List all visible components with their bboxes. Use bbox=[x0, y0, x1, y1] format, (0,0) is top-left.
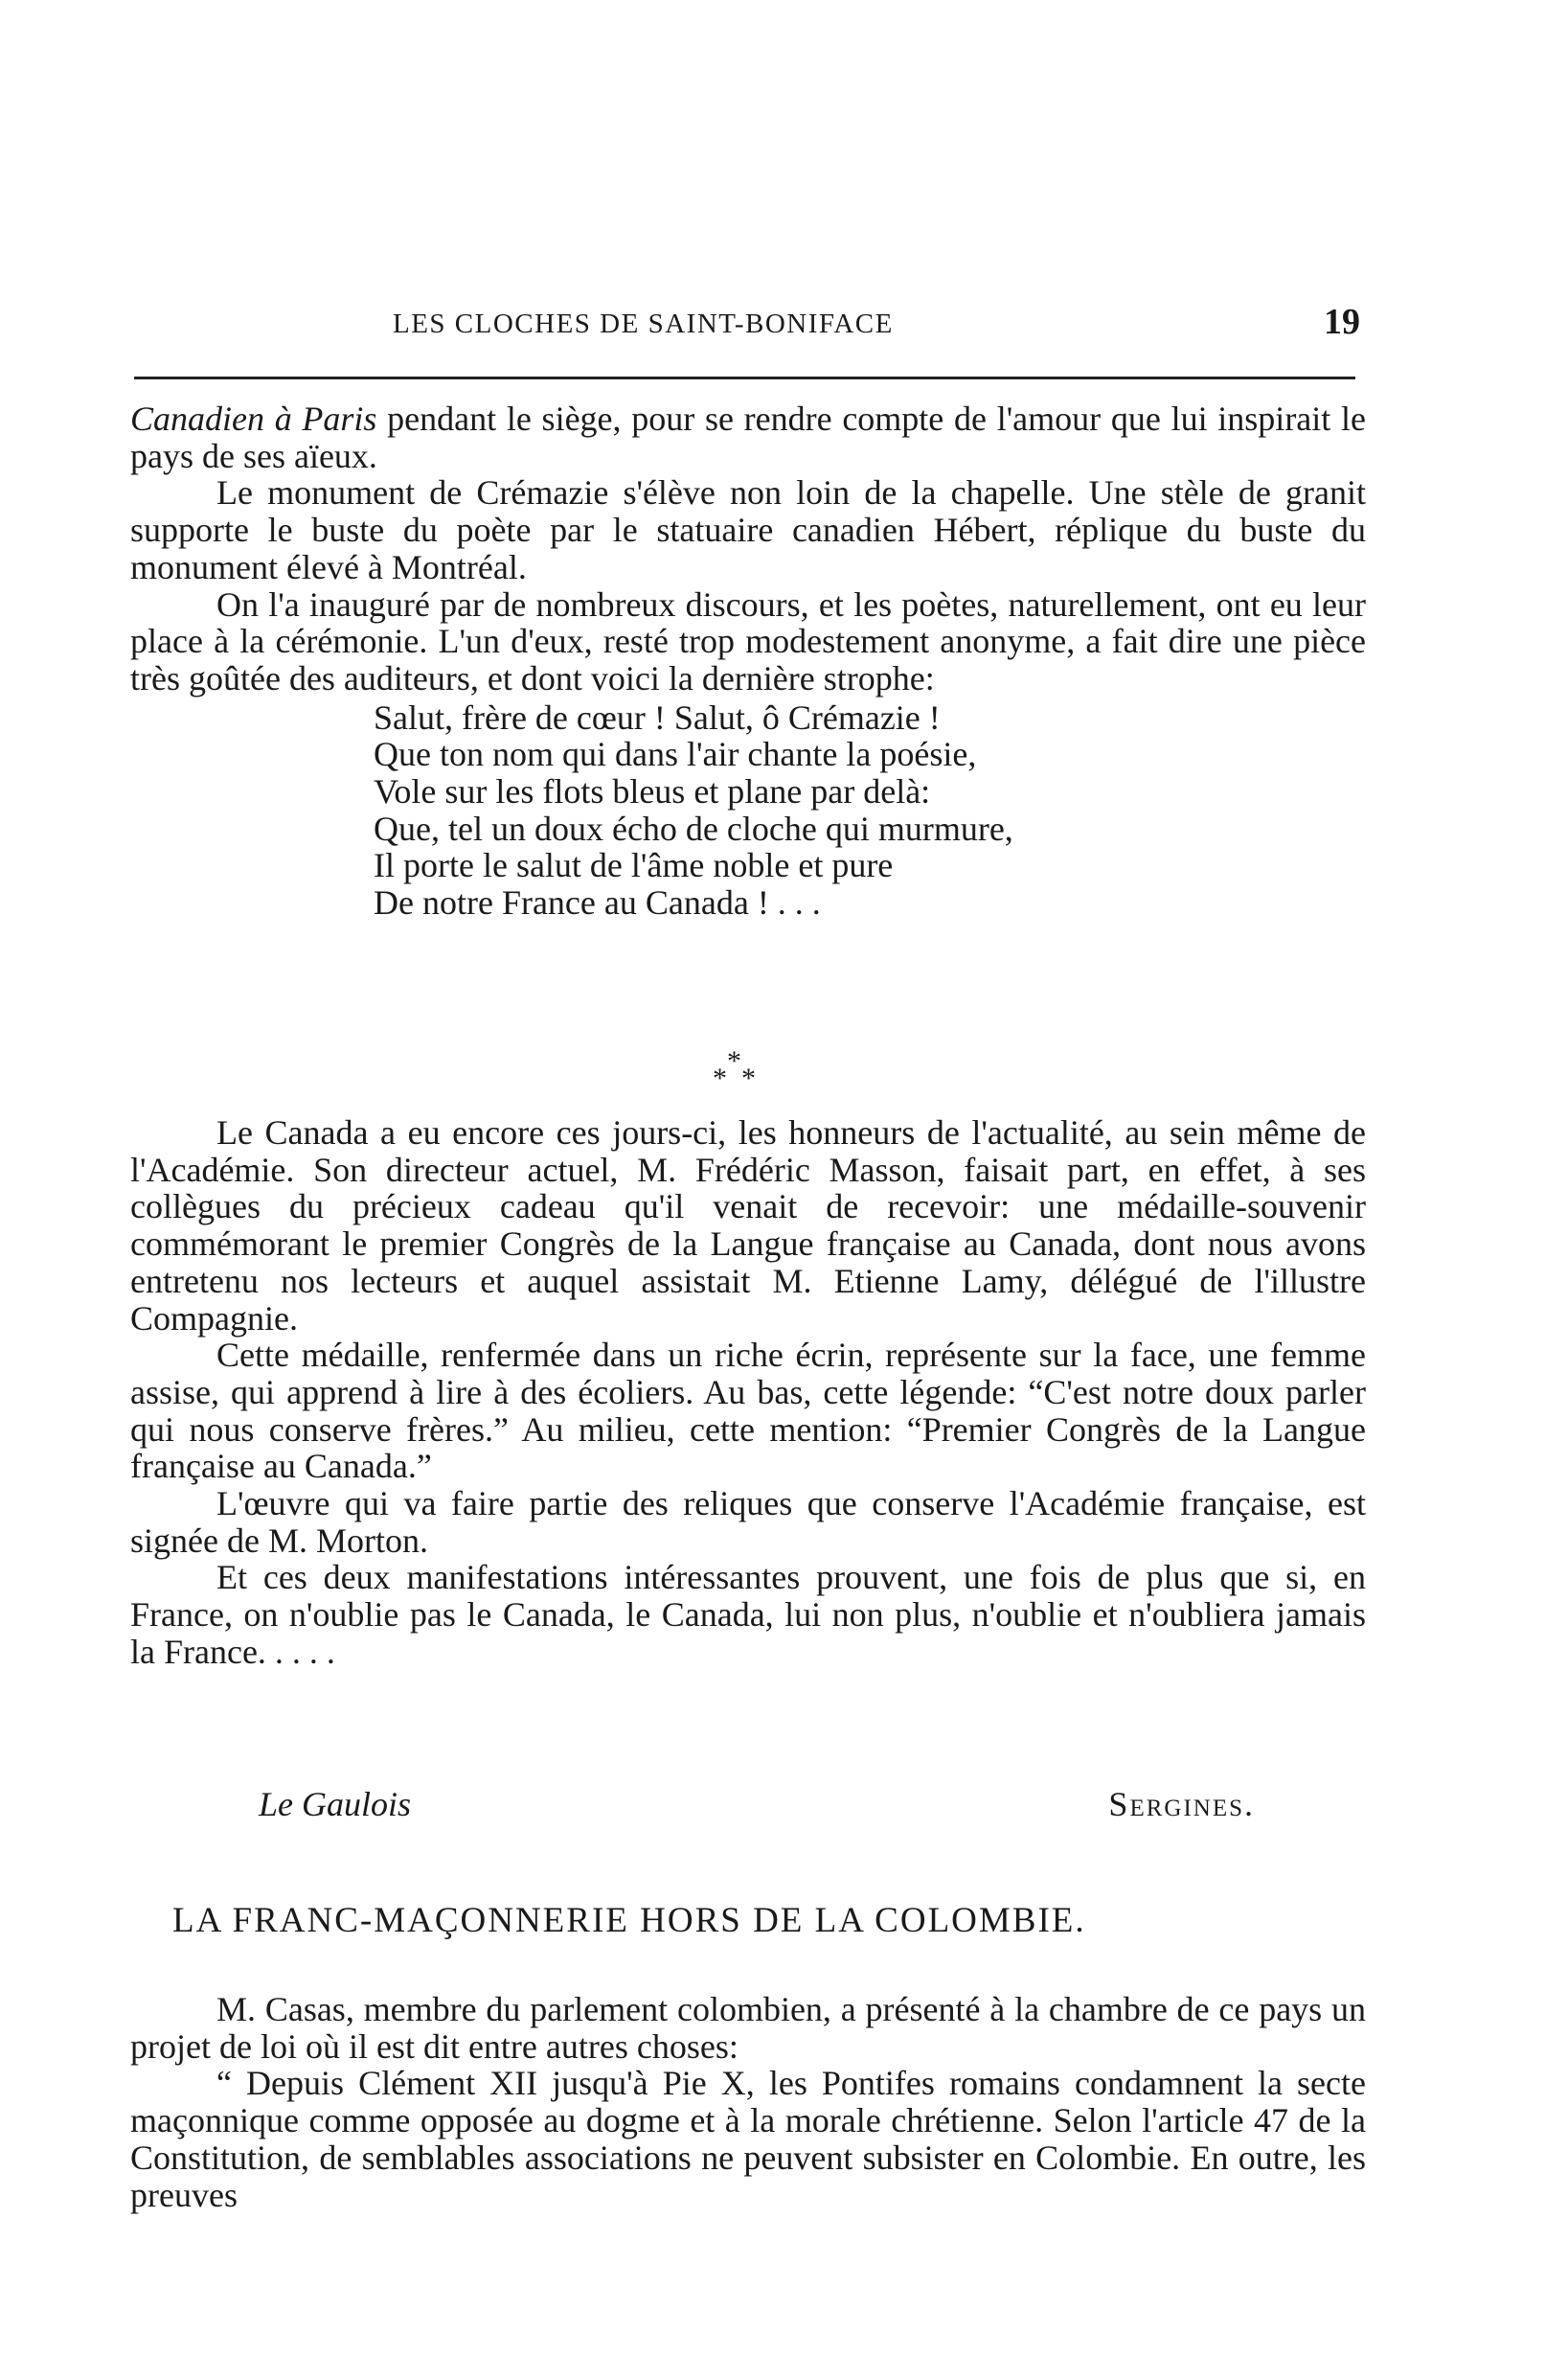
paragraph-monument: Le monument de Crémazie s'élève non loin de la chapelle. Une stèle de granit supporte le buste du poète par le statuaire canadien Hébert, réplique du buste du monument élevé à Montréal. bbox=[130, 473, 1366, 586]
page-number: 19 bbox=[1324, 302, 1360, 342]
source-newspaper: Le Gaulois bbox=[259, 1785, 412, 1823]
paragraph-casas: M. Casas, membre du parlement colombien, a présenté à la chambre de ce pays un projet de loi où il est dit entre autres choses: bbox=[130, 1990, 1366, 2066]
article-cremazie bbox=[130, 400, 1366, 922]
poem-line: De notre France au Canada ! . . . bbox=[374, 883, 821, 923]
author-signature: Sergines. bbox=[1108, 1785, 1255, 1823]
paragraph-inauguration: On l'a inauguré par de nombreux discours, et les poètes, naturellement, ont eu leur place à la cérémonie. L'un d'eux, resté trop modestement anonyme, a fait dire une pièce très goûtée des auditeurs, et dont voici la dernière strophe: bbox=[130, 584, 1366, 698]
paragraph-medaille: Cette médaille, renfermée dans un riche écrin, représente sur la face, une femme assise, qui apprend à lire à des écoliers. Au bas, cette légende: “C'est notre doux parler qui nous conserve frères.” Au milieu, cette mention: “Premier Congrès de la Langue française au Canada.” bbox=[130, 1336, 1366, 1486]
header-rule bbox=[134, 377, 1355, 379]
asterism-star: * bbox=[727, 1045, 741, 1077]
poem-line: Que ton nom qui dans l'air chante la poésie, bbox=[374, 735, 977, 774]
signature-row bbox=[259, 1784, 1255, 1832]
paragraph-text: pendant le siège, pour se rendre compte de l'amour que lui inspirait le pays de ses aïeux. bbox=[130, 400, 1366, 475]
paragraph-oeuvre: L'œuvre qui va faire partie des reliques que conserve l'Académie française, est signée de M. Morton. bbox=[130, 1484, 1366, 1560]
paragraph-continuation bbox=[130, 400, 1366, 474]
poem-line: Salut, frère de cœur ! Salut, ô Crémazie ! bbox=[374, 698, 941, 737]
poem-line: Que, tel un doux écho de cloche qui murmure, bbox=[374, 809, 1013, 848]
asterism-star: * bbox=[741, 1063, 756, 1094]
poem-line: Vole sur les flots bleus et plane par delà: bbox=[374, 772, 931, 812]
asterism-star: * bbox=[713, 1063, 727, 1094]
poem-stanza bbox=[374, 699, 1366, 922]
asterism-separator bbox=[699, 1040, 776, 1107]
section-heading: LA FRANC-MAÇONNERIE HORS DE LA COLOMBIE. bbox=[172, 1901, 1086, 1940]
running-title: LES CLOCHES DE SAINT-BONIFACE bbox=[393, 309, 894, 339]
paragraph-quotation: “ Depuis Clément XII jusqu'à Pie X, les Pontifes romains condamnent la secte maçonnique comme opposée au dogme et à la morale chrétienne. Selon l'article 47 de la Constitution, de semblables associations ne peuvent subsister en Colombie. En outre, les preuves bbox=[130, 2064, 1366, 2214]
running-head bbox=[134, 302, 1360, 356]
paragraph-conclusion: Et ces deux manifestations intéressantes prouvent, une fois de plus que si, en France, on n'oublie pas le Canada, le Canada, lui non plus, n'oublie et n'oubliera jamais la France. . . . . bbox=[130, 1558, 1366, 1671]
italic-phrase: Canadien à Paris bbox=[130, 400, 377, 438]
article-academie bbox=[130, 1114, 1366, 1671]
article-franc-maconnerie bbox=[130, 1991, 1366, 2213]
poem-line: Il porte le salut de l'âme noble et pure bbox=[374, 846, 894, 885]
paragraph-academie: Le Canada a eu encore ces jours-ci, les honneurs de l'actualité, au sein même de l'Académie. Son directeur actuel, M. Frédéric Masson, faisait part, en effet, à ses collègues du précieux cadeau qu'il venait de recevoir: une médaille-souvenir commémorant le premier Congrès de la Langue française au Canada, dont nous avons entretenu nos lecteurs et auquel assistait M. Etienne Lamy, délégué de l'illustre Compagnie. bbox=[130, 1113, 1366, 1338]
